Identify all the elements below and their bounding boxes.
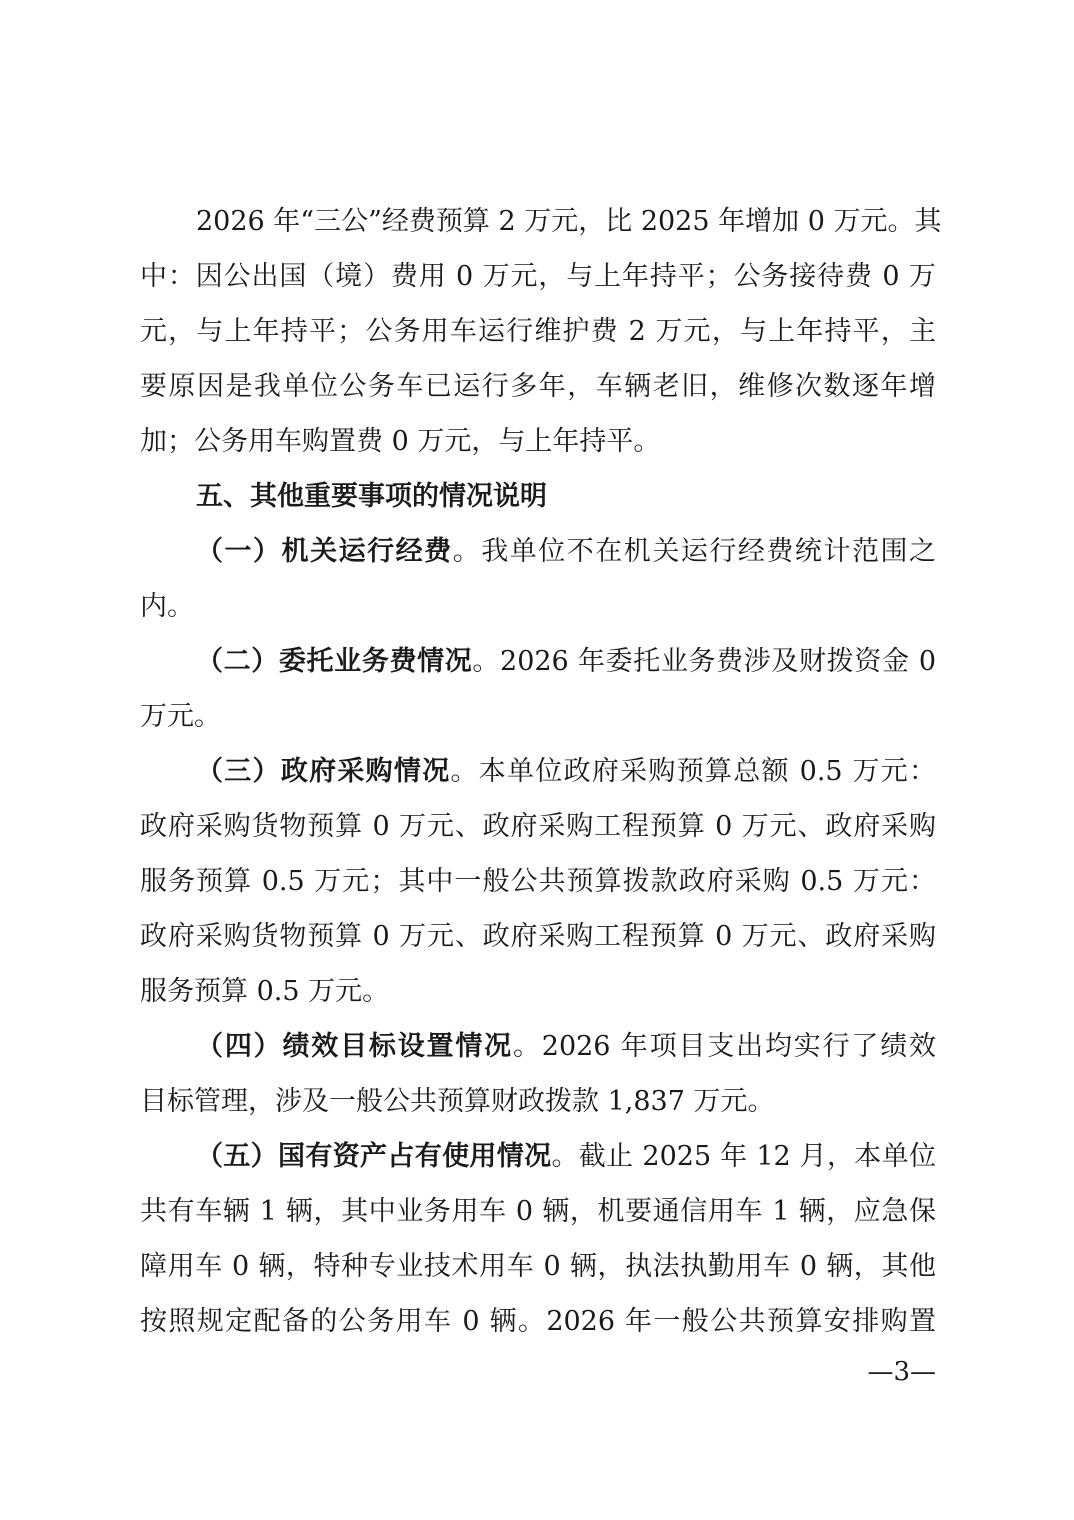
item3-label: （三）政府采购情况 — [196, 756, 451, 787]
item3-line1 — [196, 748, 936, 796]
item5-line1 — [196, 1133, 936, 1181]
para1-line4: 要原因是我单位公务车已运行多年，车辆老旧，维修次数逐年增 — [140, 371, 936, 402]
item3-line4: 政府采购货物预算 0 万元、政府采购工程预算 0 万元、政府采购 — [140, 921, 936, 952]
para1-line5: 加；公务用车购置费 0 万元，与上年持平。 — [140, 426, 661, 457]
para1-line3: 元，与上年持平；公务用车运行维护费 2 万元，与上年持平，主 — [140, 316, 936, 347]
para1-line2: 中：因公出国（境）费用 0 万元，与上年持平；公务接待费 0 万 — [140, 261, 936, 292]
item5-line2: 共有车辆 1 辆，其中业务用车 0 辆，机要通信用车 1 辆，应急保 — [140, 1196, 936, 1227]
item5-label: （五）国有资产占有使用情况 — [196, 1141, 552, 1172]
item1-line2: 内。 — [140, 591, 194, 622]
item5-line4: 按照规定配备的公务用车 0 辆。2026 年一般公共预算安排购置 — [140, 1306, 936, 1337]
item4-label: （四）绩效目标设置情况 — [196, 1031, 513, 1062]
item2-line1 — [196, 638, 936, 686]
item3-text: 。本单位政府采购预算总额 0.5 万元： — [450, 756, 936, 787]
item4-line1 — [196, 1023, 936, 1071]
item1-text: 。我单位不在机关运行经费统计范围之 — [452, 536, 937, 567]
item4-text: 。2026 年项目支出均实行了绩效 — [512, 1031, 937, 1062]
item3-line5: 服务预算 0.5 万元。 — [140, 976, 390, 1007]
para1-line1: 2026 年“三公”经费预算 2 万元，比 2025 年增加 0 万元。其 — [196, 206, 942, 237]
section-heading: 五、其他重要事项的情况说明 — [196, 481, 547, 512]
item3-line3: 服务预算 0.5 万元；其中一般公共预算拨款政府采购 0.5 万元： — [140, 866, 936, 897]
item2-line2: 万元。 — [140, 701, 221, 732]
item3-line2: 政府采购货物预算 0 万元、政府采购工程预算 0 万元、政府采购 — [140, 811, 936, 842]
item1-label: （一）机关运行经费 — [196, 536, 453, 567]
item4-line2: 目标管理，涉及一般公共预算财政拨款 1,837 万元。 — [140, 1086, 775, 1117]
item5-line3: 障用车 0 辆，特种专业技术用车 0 辆，执法执勤用车 0 辆，其他 — [140, 1251, 936, 1282]
item1-line1 — [196, 528, 936, 576]
item5-text: 。截止 2025 年 12 月，本单位 — [551, 1141, 936, 1172]
item2-text: 。2026 年委托业务费涉及财拨资金 0 — [472, 646, 936, 677]
page-number: —3— — [867, 1357, 936, 1387]
item2-label: （二）委托业务费情况 — [196, 646, 473, 677]
